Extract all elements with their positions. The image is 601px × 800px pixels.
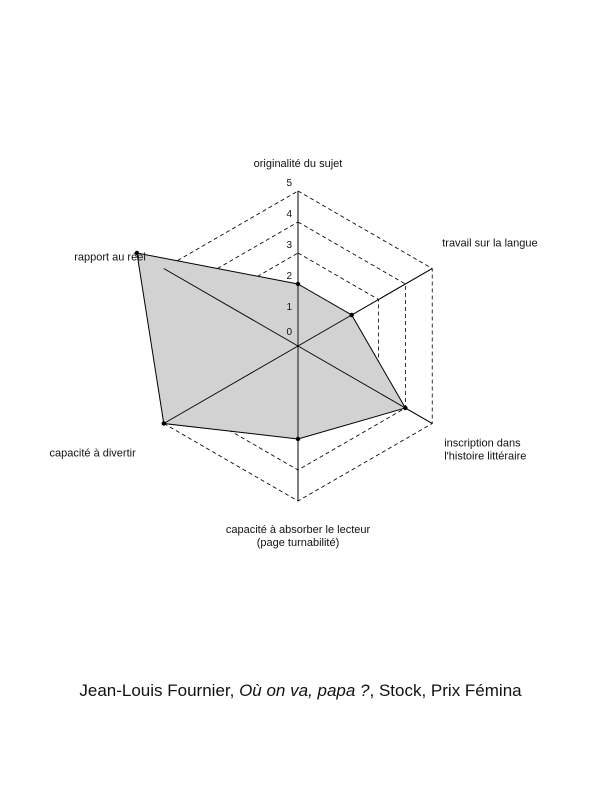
caption-author: Jean-Louis Fournier, [79, 681, 240, 700]
axis-label-4: capacité à divertir [49, 447, 136, 460]
axis-label-0: originalité du sujet [253, 158, 343, 170]
data-point-1 [349, 313, 353, 317]
caption-title: Où on va, papa ? [239, 681, 370, 700]
data-point-2 [403, 406, 407, 410]
tick-label-4: 4 [286, 209, 292, 220]
tick-label-1: 1 [286, 302, 292, 313]
tick-label-2: 2 [286, 271, 292, 282]
series-area [137, 253, 405, 439]
caption-rest: , Stock, Prix Fémina [369, 681, 522, 700]
radar-series [135, 191, 433, 501]
data-point-0 [296, 282, 300, 286]
chart-caption [0, 681, 601, 701]
tick-label-0: 0 [286, 327, 292, 338]
data-point-3 [296, 437, 300, 441]
axis-label-1: travail sur la langue [442, 237, 538, 250]
tick-label-5: 5 [286, 178, 292, 189]
axis-label-2: inscription dans l'histoire littéraire [444, 437, 527, 463]
tick-label-3: 3 [286, 240, 292, 251]
axis-label-5: rapport au réel [74, 251, 146, 264]
axis-label-3: capacité à absorber le lecteur (page turnabilité) [225, 524, 371, 549]
data-point-4 [162, 421, 166, 425]
